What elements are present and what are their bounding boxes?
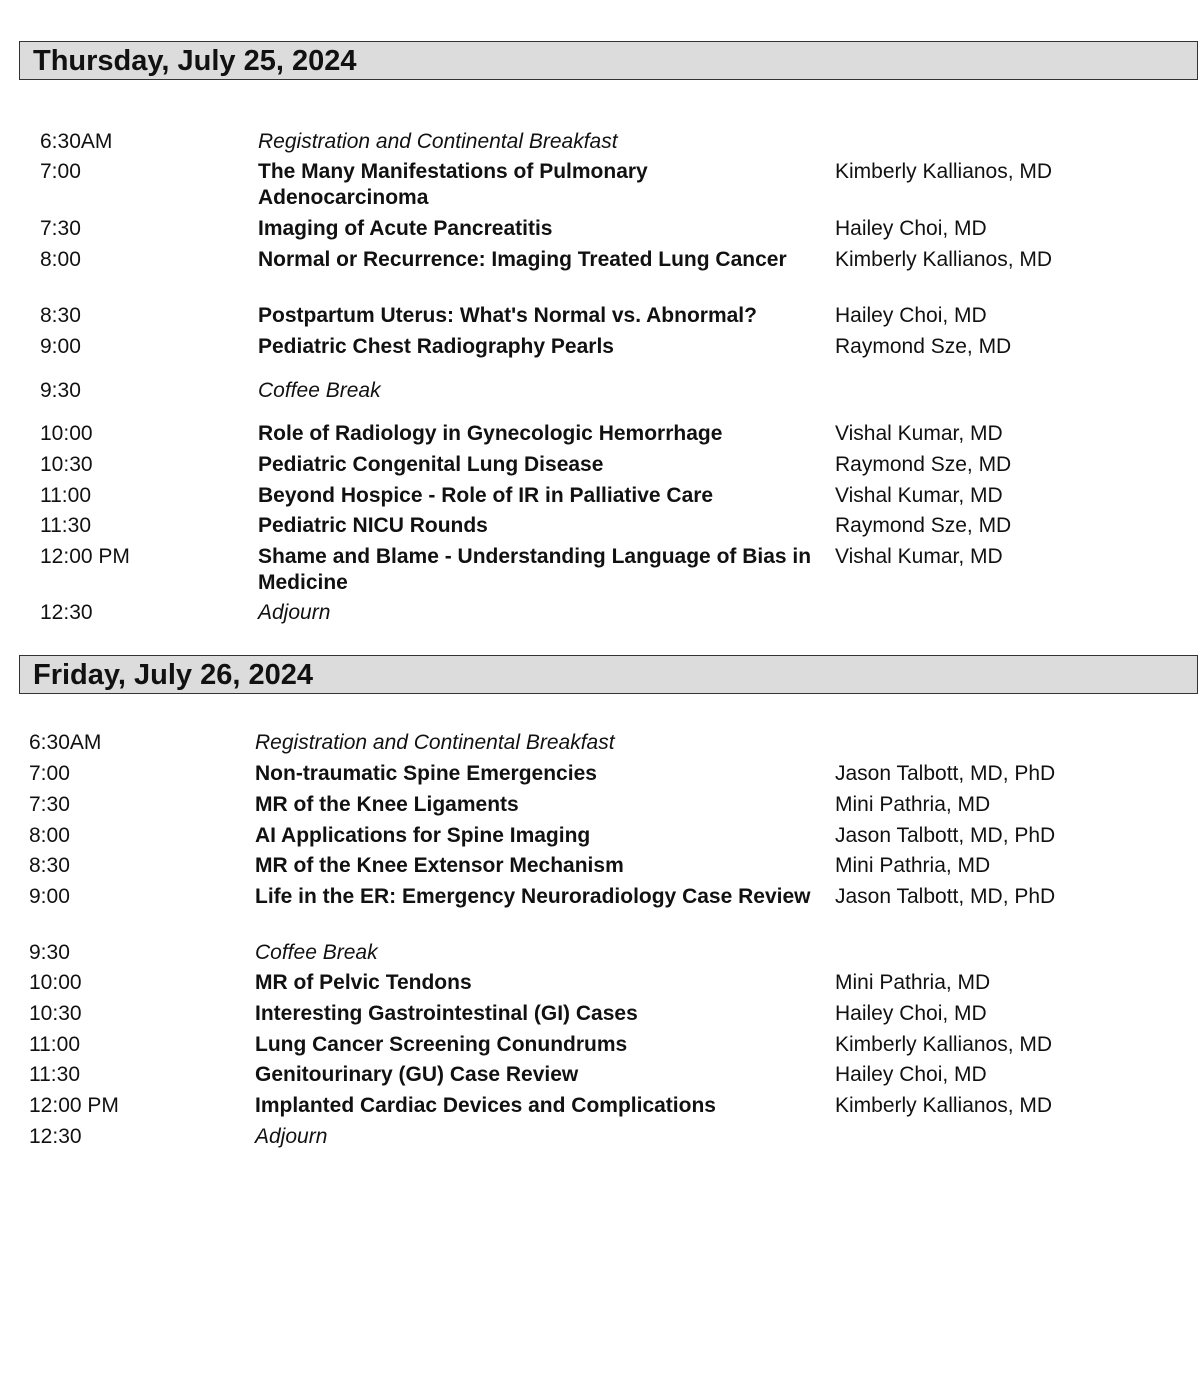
session-time: 10:00 [40, 422, 93, 445]
session-speaker: Vishal Kumar, MD [835, 484, 1003, 507]
session-title: Coffee Break [255, 941, 378, 964]
session-title: Pediatric Chest Radiography Pearls [258, 335, 614, 358]
session-speaker: Vishal Kumar, MD [835, 422, 1003, 445]
session-title: Beyond Hospice - Role of IR in Palliative Care [258, 484, 714, 507]
session-title: Registration and Continental Breakfast [258, 130, 618, 153]
session-time: 12:00 PM [40, 545, 130, 568]
session-title: The Many Manifestations of Pulmonary Adenocarcinoma [258, 160, 648, 209]
session-title: Pediatric NICU Rounds [258, 514, 488, 537]
session-title: Adjourn [255, 1125, 328, 1148]
session-speaker: Kimberly Kallianos, MD [835, 1033, 1053, 1056]
session-speaker: Raymond Sze, MD [835, 335, 1012, 358]
session-speaker: Kimberly Kallianos, MD [835, 1094, 1053, 1117]
session-title: MR of Pelvic Tendons [255, 971, 472, 994]
session-title: Genitourinary (GU) Case Review [255, 1063, 579, 1086]
session-title: MR of the Knee Ligaments [255, 793, 519, 816]
session-speaker: Jason Talbott, MD, PhD [835, 885, 1056, 908]
session-speaker: Hailey Choi, MD [835, 304, 987, 327]
session-title: Implanted Cardiac Devices and Complications [255, 1094, 716, 1117]
day-heading: Thursday, July 25, 2024 [33, 45, 357, 77]
session-title: AI Applications for Spine Imaging [255, 824, 591, 847]
session-title: Pediatric Congenital Lung Disease [258, 453, 604, 476]
session-speaker: Hailey Choi, MD [835, 217, 987, 240]
session-speaker: Kimberly Kallianos, MD [835, 160, 1053, 183]
session-time: 11:00 [29, 1033, 80, 1056]
session-title: Registration and Continental Breakfast [255, 731, 615, 754]
session-title: Normal or Recurrence: Imaging Treated Lung Cancer [258, 248, 787, 271]
session-title: Shame and Blame - Understanding Language of Bias in Medicine [258, 545, 812, 594]
session-speaker: Hailey Choi, MD [835, 1063, 987, 1086]
session-title: Adjourn [258, 601, 331, 624]
session-title: Imaging of Acute Pancreatitis [258, 217, 553, 240]
session-time: 8:00 [29, 824, 70, 847]
session-time: 10:00 [29, 971, 82, 994]
session-speaker: Raymond Sze, MD [835, 514, 1012, 537]
session-speaker: Mini Pathria, MD [835, 793, 991, 816]
session-speaker: Vishal Kumar, MD [835, 545, 1003, 568]
session-time: 9:30 [29, 941, 70, 964]
session-title: Non-traumatic Spine Emergencies [255, 762, 597, 785]
session-time: 7:30 [29, 793, 70, 816]
session-time: 7:30 [40, 217, 81, 240]
session-time: 9:30 [40, 379, 81, 402]
session-time: 8:30 [40, 304, 81, 327]
session-time: 12:30 [29, 1125, 82, 1148]
session-time: 11:30 [29, 1063, 80, 1086]
session-title: Life in the ER: Emergency Neuroradiology Case Review [255, 885, 811, 908]
session-speaker: Raymond Sze, MD [835, 453, 1012, 476]
session-time: 6:30AM [29, 731, 102, 754]
session-speaker: Mini Pathria, MD [835, 854, 991, 877]
session-title: Lung Cancer Screening Conundrums [255, 1033, 628, 1056]
session-time: 9:00 [29, 885, 70, 908]
session-time: 8:00 [40, 248, 81, 271]
session-time: 8:30 [29, 854, 70, 877]
session-title: Interesting Gastrointestinal (GI) Cases [255, 1002, 638, 1025]
session-time: 10:30 [29, 1002, 82, 1025]
session-time: 6:30AM [40, 130, 113, 153]
session-title: Coffee Break [258, 379, 381, 402]
session-time: 7:00 [40, 160, 81, 183]
session-time: 11:30 [40, 514, 91, 537]
session-time: 10:30 [40, 453, 93, 476]
session-title: MR of the Knee Extensor Mechanism [255, 854, 624, 877]
session-speaker: Mini Pathria, MD [835, 971, 991, 994]
session-speaker: Hailey Choi, MD [835, 1002, 987, 1025]
session-time: 12:00 PM [29, 1094, 119, 1117]
session-title: Postpartum Uterus: What's Normal vs. Abnormal? [258, 304, 757, 327]
session-time: 11:00 [40, 484, 91, 507]
session-speaker: Jason Talbott, MD, PhD [835, 762, 1056, 785]
day-heading: Friday, July 26, 2024 [33, 659, 313, 691]
session-title: Role of Radiology in Gynecologic Hemorrhage [258, 422, 723, 445]
session-time: 7:00 [29, 762, 70, 785]
session-speaker: Jason Talbott, MD, PhD [835, 824, 1056, 847]
session-time: 9:00 [40, 335, 81, 358]
session-speaker: Kimberly Kallianos, MD [835, 248, 1053, 271]
session-time: 12:30 [40, 601, 93, 624]
